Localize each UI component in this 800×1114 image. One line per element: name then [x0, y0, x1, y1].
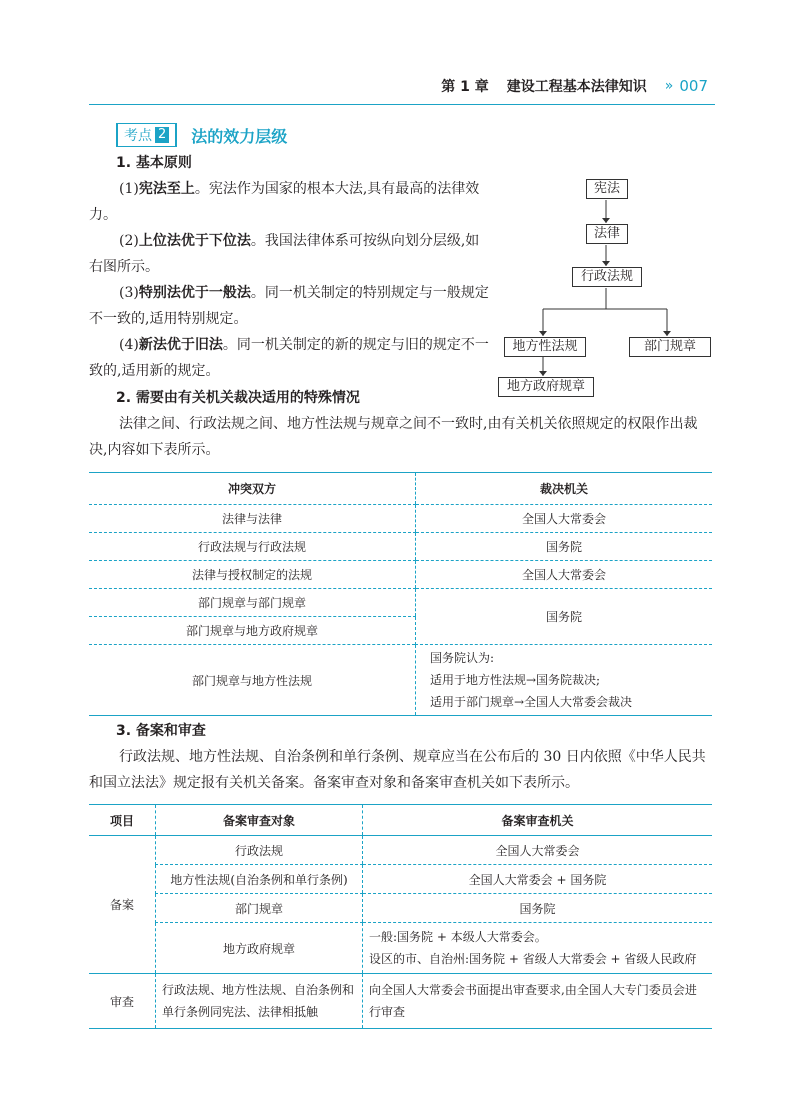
- object-cell: 地方政府规章: [156, 923, 363, 974]
- authority-cell-multiline: [416, 645, 713, 716]
- principle-3-bold: 特别法优于一般法: [138, 285, 251, 301]
- page-number: 007: [679, 77, 708, 95]
- key-point-label: 考点: [124, 128, 152, 144]
- table-row: [89, 505, 712, 533]
- table-row: [89, 645, 712, 716]
- review-label-cell: 审查: [109, 994, 134, 1009]
- arrowhead-icon: [602, 218, 610, 223]
- section-title: 法的效力层级: [191, 126, 288, 146]
- principle-2-bold: 上位法优于下位法: [138, 233, 251, 249]
- authority-cell: 国务院: [416, 589, 713, 645]
- filing-review-table: [89, 804, 712, 1029]
- special-cases-paragraph: 法律之间、行政法规之间、地方性法规与规章之间不一致时,由有关机关依照规定的权限作出裁决,内容如下表所示。: [89, 416, 698, 458]
- filing-label-cell: 备案: [89, 836, 156, 974]
- heading-special-cases: 2. 需要由有关机关裁决适用的特殊情况: [116, 390, 360, 406]
- col-header-object: 备案审查对象: [156, 805, 363, 836]
- authority-cell: 国务院: [416, 533, 713, 561]
- principle-1-bold: 宪法至上: [138, 181, 195, 197]
- object-cell: 行政法规: [156, 836, 363, 865]
- principle-4: [89, 332, 489, 384]
- authority-line: 设区的市、自治州:国务院 + 省级人大常委会 + 省级人民政府: [369, 952, 697, 966]
- authority-cell-multiline: [363, 923, 713, 974]
- table-row: [89, 923, 712, 974]
- table-row: [89, 894, 712, 923]
- arrowhead-icon: [602, 261, 610, 266]
- authority-cell: 全国人大常委会: [416, 505, 713, 533]
- filing-review-paragraph: 行政法规、地方性法规、自治条例和单行条例、规章应当在公布后的 30 日内依照《中华人民共和国立法法》规定报有关机关备案。备案审查对象和备案审查机关如下表所示。: [89, 749, 706, 791]
- ruling-line: 国务院认为:: [430, 651, 495, 665]
- col-header-item: 项目: [89, 805, 156, 836]
- principle-2: [89, 228, 489, 280]
- principle-2-text: 。我国法律体系可按纵向划分层级,如右图所示。: [89, 233, 480, 275]
- table-row: [89, 836, 712, 865]
- principle-2-prefix: (2): [119, 233, 139, 249]
- node-constitution: 宪法: [586, 179, 628, 199]
- table-row: [89, 561, 712, 589]
- col-header-authority: 裁决机关: [416, 473, 713, 505]
- authority-cell: 全国人大常委会: [416, 561, 713, 589]
- conflict-cell: 部门规章与地方性法规: [191, 673, 312, 688]
- arrowhead-icon: [663, 331, 671, 336]
- authority-cell: 全国人大常委会: [363, 836, 713, 865]
- key-point-tag: [116, 123, 177, 147]
- arrowhead-icon: [539, 331, 547, 336]
- principle-3-text: 。同一机关制定的特别规定与一般规定不一致的,适用特别规定。: [89, 285, 489, 327]
- conflict-cell: 法律与法律: [89, 505, 416, 533]
- authority-cell: 国务院: [363, 894, 713, 923]
- authority-line: 一般:国务院 + 本级人大常委会。: [369, 930, 547, 944]
- section-heading: [116, 123, 287, 147]
- table-row: [89, 865, 712, 894]
- principle-4-bold: 新法优于旧法: [138, 337, 223, 353]
- principle-3-prefix: (3): [119, 285, 139, 301]
- object-cell: 地方性法规(自治条例和单行条例): [156, 865, 363, 894]
- principle-4-prefix: (4): [119, 337, 139, 353]
- node-dept-rule: 部门规章: [629, 337, 711, 357]
- principle-1: [89, 176, 489, 228]
- node-admin-regulation: 行政法规: [572, 267, 642, 287]
- table-header-row: [89, 805, 712, 836]
- authority-cell: 全国人大常委会 + 国务院: [363, 865, 713, 894]
- node-local-regulation: 地方性法规: [504, 337, 586, 357]
- table-row: [89, 974, 712, 1029]
- table-row: [89, 589, 712, 617]
- node-law: 法律: [586, 224, 628, 244]
- authority-cell: 向全国人大常委会书面提出审查要求,由全国人大专门委员会进行审查: [363, 974, 713, 1029]
- principle-3: [89, 280, 489, 332]
- chapter-number: 第 1 章: [441, 79, 489, 95]
- principle-1-prefix: (1): [119, 181, 139, 197]
- ruling-line: 适用于地方性法规→国务院裁决;: [430, 673, 601, 687]
- object-cell: 行政法规、地方性法规、自治条例和单行条例同宪法、法律相抵触: [156, 974, 363, 1029]
- key-point-number: 2: [155, 127, 169, 143]
- col-header-conflict: 冲突双方: [89, 473, 416, 505]
- principle-4-text: 。同一机关制定的新的规定与旧的规定不一致的,适用新的规定。: [89, 337, 489, 379]
- table-header-row: [89, 473, 712, 505]
- conflict-cell: 行政法规与行政法规: [89, 533, 416, 561]
- node-local-gov-rule: 地方政府规章: [498, 377, 594, 397]
- heading-basic-principles: 1. 基本原则: [116, 155, 192, 171]
- principle-1-text: 。宪法作为国家的根本大法,具有最高的法律效力。: [89, 181, 480, 223]
- header-rule: [89, 104, 715, 105]
- chapter-title: 建设工程基本法律知识: [506, 79, 647, 95]
- ruling-authority-table: [89, 472, 712, 716]
- conflict-cell: 部门规章与部门规章: [89, 589, 416, 617]
- conflict-cell: 法律与授权制定的法规: [89, 561, 416, 589]
- double-chevron-icon: »: [664, 78, 674, 94]
- object-cell: 部门规章: [156, 894, 363, 923]
- running-header: [441, 75, 708, 97]
- heading-filing-review: 3. 备案和审查: [116, 723, 206, 739]
- table-row: [89, 533, 712, 561]
- conflict-cell: 部门规章与地方政府规章: [89, 617, 416, 645]
- legal-hierarchy-diagram: [490, 170, 720, 400]
- arrowhead-icon: [539, 371, 547, 376]
- ruling-line: 适用于部门规章→全国人大常委会裁决: [430, 695, 633, 709]
- col-header-authority: 备案审查机关: [363, 805, 713, 836]
